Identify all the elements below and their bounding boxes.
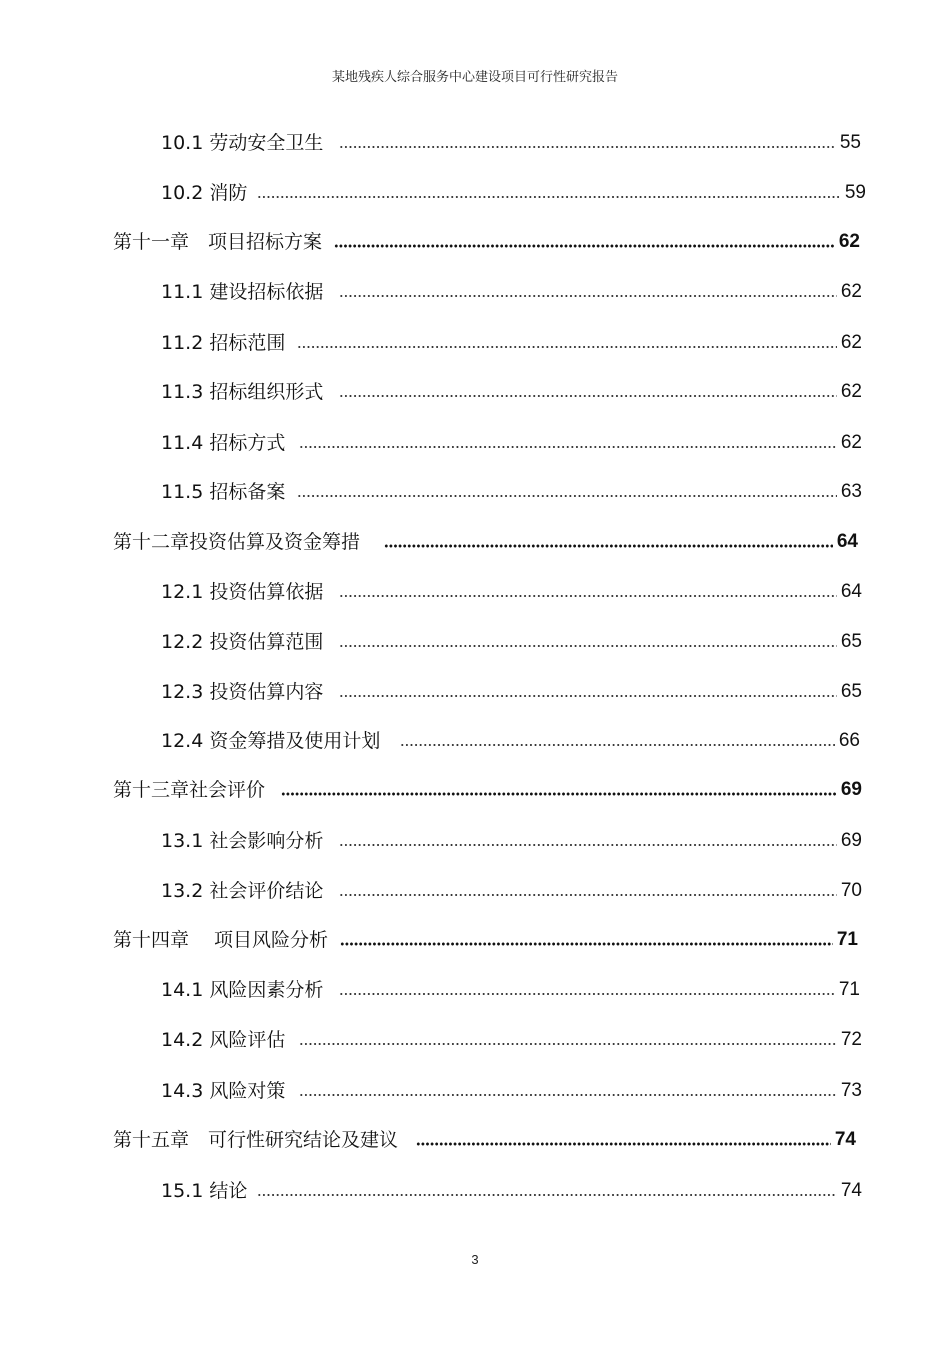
toc-entry-page: 74 — [840, 1180, 862, 1201]
toc-entry-page: 66 — [838, 730, 860, 751]
toc-entry-page: 62 — [840, 281, 862, 302]
toc-entry-11-1[interactable] — [161, 277, 862, 303]
toc-entry-page: 59 — [844, 182, 866, 203]
running-header: 某地残疾人综合服务中心建设项目可行性研究报告 — [331, 70, 618, 85]
toc-entry-label: 13.2 社会评价结论 — [161, 880, 324, 902]
toc-entry-label: 第十四章 项目风险分析 — [113, 929, 329, 951]
toc-entry-page: 70 — [840, 880, 862, 901]
toc-entry-label: 第十一章 项目招标方案 — [113, 231, 323, 253]
dot-leader — [334, 244, 835, 248]
toc-entry-page: 64 — [836, 531, 858, 552]
toc-entry-page: 62 — [840, 332, 862, 353]
toc-entry-page: 72 — [840, 1029, 862, 1050]
toc-entry-label: 12.3 投资估算内容 — [161, 681, 324, 703]
toc-entry-page: 62 — [840, 432, 862, 453]
dot-leader — [257, 1193, 837, 1197]
dot-leader — [416, 1142, 831, 1146]
toc-entry-11-2[interactable] — [161, 328, 862, 354]
toc-entry-chapter-12[interactable] — [113, 527, 858, 553]
toc-entry-label: 第十五章 可行性研究结论及建议 — [113, 1129, 399, 1151]
toc-entry-page: 69 — [840, 830, 862, 851]
toc-entry-chapter-14[interactable] — [113, 925, 858, 951]
dot-leader — [297, 345, 837, 349]
toc-entry-label: 14.1 风险因素分析 — [161, 979, 324, 1001]
dot-leader — [339, 594, 837, 598]
toc-entry-15-1[interactable] — [161, 1176, 862, 1202]
dot-leader — [339, 694, 837, 698]
toc-entry-12-3[interactable] — [161, 677, 862, 703]
toc-entry-page: 73 — [840, 1080, 862, 1101]
toc-entry-label: 14.2 风险评估 — [161, 1029, 286, 1051]
toc-entry-label: 第十二章投资估算及资金筹措 — [113, 531, 361, 553]
toc-entry-label: 15.1 结论 — [161, 1180, 248, 1202]
toc-entry-label: 11.3 招标组织形式 — [161, 381, 324, 403]
dot-leader — [299, 1042, 837, 1046]
toc-entry-label: 第十三章社会评价 — [113, 779, 266, 801]
toc-entry-10-1[interactable] — [161, 128, 861, 154]
toc-entry-13-2[interactable] — [161, 876, 862, 902]
toc-entry-label: 11.2 招标范围 — [161, 332, 286, 354]
toc-entry-chapter-13[interactable] — [113, 775, 862, 801]
dot-leader — [297, 494, 837, 498]
dot-leader — [339, 843, 837, 847]
toc-entry-page: 65 — [840, 631, 862, 652]
toc-entry-13-1[interactable] — [161, 826, 862, 852]
toc-entry-12-2[interactable] — [161, 627, 862, 653]
page-number: 3 — [471, 1252, 479, 1267]
toc-entry-page: 55 — [839, 132, 861, 153]
dot-leader — [339, 644, 837, 648]
toc-entry-label: 12.2 投资估算范围 — [161, 631, 324, 653]
toc-entry-10-2[interactable] — [161, 178, 866, 204]
toc-entry-page: 65 — [840, 681, 862, 702]
dot-leader — [339, 394, 837, 398]
toc-entry-11-3[interactable] — [161, 377, 862, 403]
dot-leader — [339, 145, 836, 149]
toc-entry-11-5[interactable] — [161, 477, 862, 503]
dot-leader — [339, 294, 837, 298]
toc-entry-chapter-11[interactable] — [113, 227, 860, 253]
toc-entry-12-4[interactable] — [161, 726, 860, 752]
toc-entry-page: 74 — [834, 1129, 856, 1150]
dot-leader — [299, 1093, 837, 1097]
toc-entry-14-3[interactable] — [161, 1076, 862, 1102]
dot-leader — [299, 445, 837, 449]
toc-entry-label: 10.1 劳动安全卫生 — [161, 132, 324, 154]
dot-leader — [340, 942, 833, 946]
toc-entry-label: 12.1 投资估算依据 — [161, 581, 324, 603]
toc-entry-label: 13.1 社会影响分析 — [161, 830, 324, 852]
toc-entry-page: 62 — [838, 231, 860, 252]
toc-entry-page: 69 — [840, 779, 862, 800]
dot-leader — [339, 992, 835, 996]
toc-entry-label: 11.5 招标备案 — [161, 481, 286, 503]
toc-entry-page: 62 — [840, 381, 862, 402]
toc-entry-14-2[interactable] — [161, 1025, 862, 1051]
dot-leader — [257, 195, 841, 199]
toc-entry-label: 14.3 风险对策 — [161, 1080, 286, 1102]
toc-entry-page: 71 — [836, 929, 858, 950]
toc-entry-label: 11.1 建设招标依据 — [161, 281, 324, 303]
toc-entry-chapter-15[interactable] — [113, 1125, 856, 1151]
dot-leader — [384, 544, 833, 548]
toc-entry-page: 71 — [838, 979, 860, 1000]
toc-entry-page: 63 — [840, 481, 862, 502]
dot-leader — [400, 743, 835, 747]
toc-entry-11-4[interactable] — [161, 428, 862, 454]
dot-leader — [281, 792, 837, 796]
toc-entry-page: 64 — [840, 581, 862, 602]
toc-entry-label: 10.2 消防 — [161, 182, 248, 204]
toc-entry-12-1[interactable] — [161, 577, 862, 603]
toc-entry-label: 12.4 资金筹措及使用计划 — [161, 730, 381, 752]
dot-leader — [339, 893, 837, 897]
toc-entry-14-1[interactable] — [161, 975, 860, 1001]
toc-entry-label: 11.4 招标方式 — [161, 432, 286, 454]
